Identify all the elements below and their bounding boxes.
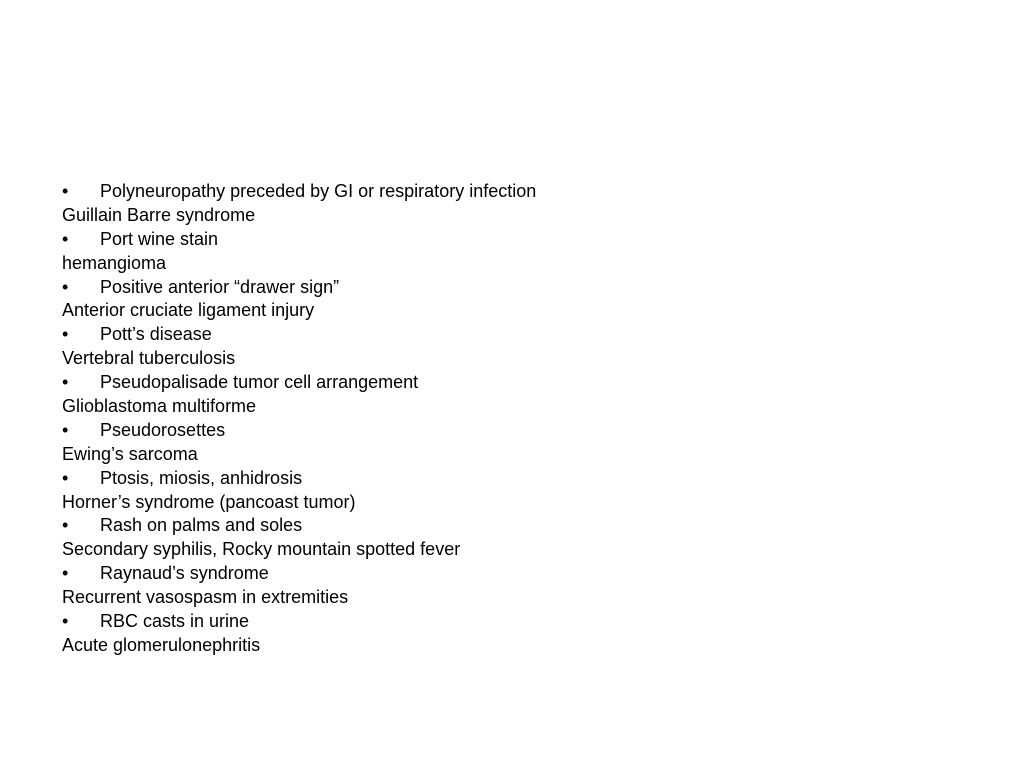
term-line [62,419,962,443]
bullet-icon: • [62,276,69,297]
bullet-icon: • [62,515,69,536]
term-line [62,514,962,538]
term-text: RBC casts in urine [100,611,250,632]
term-line [62,276,962,300]
list-item [62,514,962,562]
term-line [62,371,962,395]
term-text: Ptosis, miosis, anhidrosis [100,467,303,488]
list-item [62,419,962,467]
answer-text: Horner’s syndrome (pancoast tumor) [62,491,356,512]
list-item [62,610,962,658]
bullet-icon: • [62,324,69,345]
answer-text: Guillain Barre syndrome [62,204,256,225]
bullet-icon: • [62,181,69,201]
term-text: Port wine stain [100,228,219,249]
bullet-icon: • [62,611,69,632]
bullet-icon: • [62,228,69,249]
term-line [62,562,962,586]
list-item [62,467,962,515]
term-text: Rash on palms and soles [100,515,303,536]
answer-text: Vertebral tuberculosis [62,348,236,369]
list-item [62,562,962,610]
answer-text: hemangioma [62,252,167,273]
term-text: Pott’s disease [100,324,212,345]
term-line [62,610,962,634]
term-text: Raynaud’s syndrome [100,563,269,584]
term-list [62,180,962,658]
term-text: Polyneuropathy preceded by GI or respiratory infection [100,181,537,201]
list-item [62,371,962,419]
answer-text: Recurrent vasospasm in extremities [62,587,349,608]
bullet-icon: • [62,372,69,393]
answer-text: Acute glomerulonephritis [62,634,261,655]
term-text: Pseudopalisade tumor cell arrangement [100,372,419,393]
bullet-icon: • [62,419,69,440]
term-line [62,467,962,491]
term-text: Positive anterior “drawer sign” [100,276,340,297]
list-item [62,180,962,228]
term-text: Pseudorosettes [100,419,226,440]
list-item [62,228,962,276]
list-item [62,323,962,371]
term-line [62,228,962,252]
bullet-icon: • [62,563,69,584]
list-item [62,276,962,324]
answer-text: Secondary syphilis, Rocky mountain spotted fever [62,539,461,560]
term-line [62,323,962,347]
answer-text: Glioblastoma multiforme [62,396,257,417]
answer-text: Ewing’s sarcoma [62,443,198,464]
term-line [62,180,962,204]
bullet-icon: • [62,467,69,488]
answer-text: Anterior cruciate ligament injury [62,300,315,321]
